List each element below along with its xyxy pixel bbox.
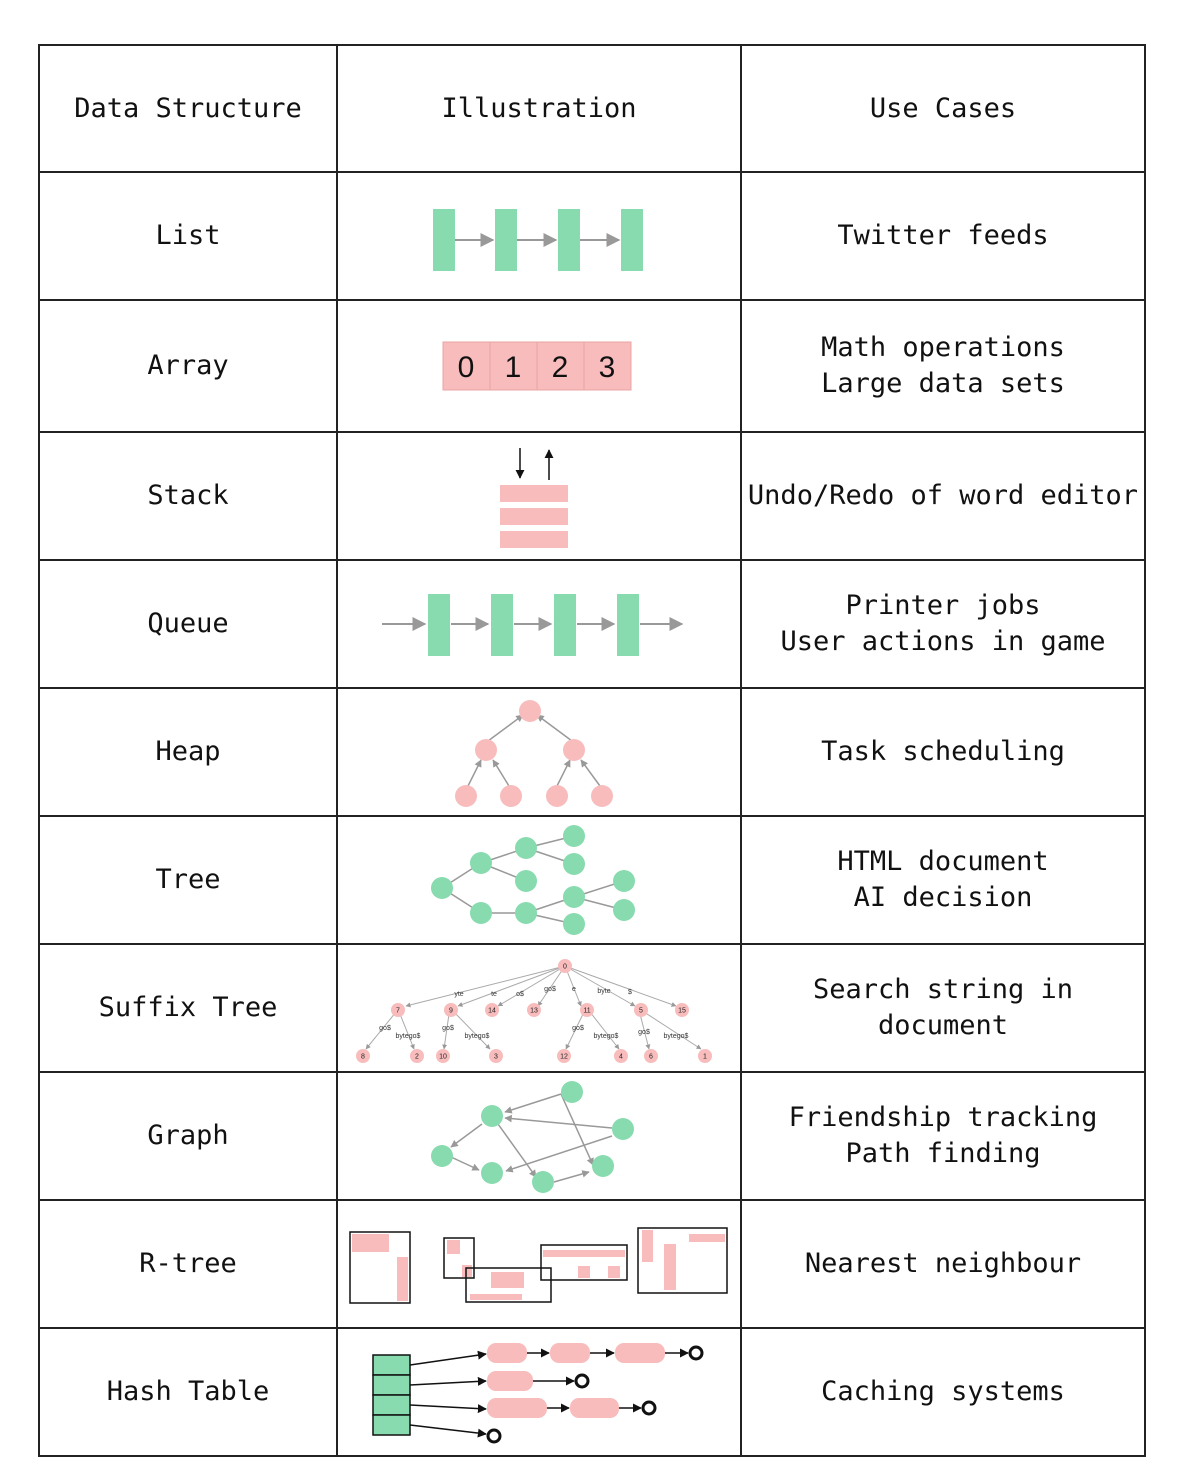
array-index: 3 [598, 351, 616, 384]
row-suffix-tree [39, 944, 1145, 1072]
use-case-line: Path finding [845, 1138, 1041, 1169]
edge-label: bytego$ [663, 1033, 689, 1040]
list-node [621, 209, 643, 271]
tree-node [515, 902, 537, 924]
structure-name: Suffix Tree [39, 944, 337, 1072]
header-row [39, 45, 1145, 172]
tree-node [431, 877, 453, 899]
header-illustration: Illustration [337, 45, 741, 172]
suffix-node-label: 11 [583, 1007, 591, 1015]
hash-chain-node [550, 1343, 590, 1363]
stack-item [500, 485, 568, 502]
structure-name: Heap [39, 688, 337, 816]
structure-name: Graph [39, 1072, 337, 1200]
edge-label: o$ [516, 991, 524, 998]
tree-node [470, 902, 492, 924]
use-case-line: HTML document [837, 846, 1049, 877]
stack-illustration [337, 432, 741, 560]
use-case-line: Undo/Redo of word editor [747, 480, 1139, 511]
tree-node [563, 886, 585, 908]
graph-illustration [337, 1072, 741, 1200]
suffix-node-label: 9 [449, 1007, 453, 1015]
suffix-node-label: 1 [703, 1053, 707, 1061]
structure-name: Tree [39, 816, 337, 944]
tree-node [613, 899, 635, 921]
suffix-node-label: 0 [563, 963, 567, 971]
header-data-structure: Data Structure [39, 45, 337, 172]
row-r-tree [39, 1200, 1145, 1328]
stack-item [500, 531, 568, 548]
edge-label: byte [597, 988, 611, 995]
queue-illustration [337, 560, 741, 688]
queue-item [491, 594, 513, 656]
use-case-line: Large data sets [821, 368, 1065, 399]
suffix-node-label: 6 [649, 1053, 653, 1061]
use-case-line: Math operations [821, 332, 1065, 363]
use-cases [741, 172, 1145, 300]
array-index: 2 [551, 351, 569, 384]
row-graph [39, 1072, 1145, 1200]
row-hash-table [39, 1328, 1145, 1456]
hash-bucket [373, 1375, 410, 1395]
heap-node [500, 785, 522, 807]
structure-name: List [39, 172, 337, 300]
row-list [39, 172, 1145, 300]
hash-chain-node [570, 1398, 619, 1418]
suffix-node-label: 7 [396, 1007, 400, 1015]
queue-item [428, 594, 450, 656]
data-structures-table [38, 44, 1146, 1457]
list-node [495, 209, 517, 271]
edge-label: bytego$ [593, 1033, 619, 1040]
hash-chain-node [615, 1343, 665, 1363]
null-terminator-icon [488, 1430, 500, 1442]
list-illustration [337, 172, 741, 300]
hash-chain-node [487, 1343, 527, 1363]
array-illustration [337, 300, 741, 432]
edge-label: go$ [572, 1025, 584, 1032]
use-case-line: Nearest neighbour [804, 1248, 1082, 1279]
suffix-node-label: 15 [678, 1007, 686, 1015]
heap-node [519, 700, 541, 722]
hash-chain-node [487, 1371, 533, 1391]
list-node [558, 209, 580, 271]
use-case-line: Search string in [812, 974, 1074, 1005]
tree-node [515, 837, 537, 859]
suffix-node-label: 2 [415, 1053, 419, 1061]
use-case-line: document [877, 1010, 1009, 1041]
hash-bucket [373, 1415, 410, 1435]
structure-name: R-tree [39, 1200, 337, 1328]
stack-item [500, 508, 568, 525]
graph-node [592, 1155, 614, 1177]
use-case-line: Friendship tracking [788, 1102, 1098, 1133]
tree-node [613, 870, 635, 892]
hash-chain-node [487, 1398, 547, 1418]
row-tree [39, 816, 1145, 944]
list-node [433, 209, 455, 271]
null-terminator-icon [690, 1347, 702, 1359]
hash-bucket [373, 1355, 410, 1375]
structure-name: Hash Table [39, 1328, 337, 1456]
use-cases [741, 688, 1145, 816]
suffix-node-label: 8 [361, 1053, 365, 1061]
r-tree-illustration [337, 1200, 741, 1328]
null-terminator-icon [576, 1375, 588, 1387]
suffix-node-label: 14 [488, 1007, 496, 1015]
structure-name: Array [39, 300, 337, 432]
row-heap [39, 688, 1145, 816]
use-cases [741, 816, 1145, 944]
use-cases [741, 300, 1145, 432]
use-cases [741, 432, 1145, 560]
graph-node [481, 1162, 503, 1184]
tree-node [515, 870, 537, 892]
use-cases [741, 1072, 1145, 1200]
graph-node [532, 1171, 554, 1193]
tree-node [563, 853, 585, 875]
use-cases [741, 1200, 1145, 1328]
use-case-line: Twitter feeds [837, 220, 1049, 251]
heap-node [546, 785, 568, 807]
use-cases [741, 1328, 1145, 1456]
use-case-line: Caching systems [821, 1376, 1065, 1407]
queue-item [554, 594, 576, 656]
edge-label: te [491, 991, 497, 998]
use-cases [741, 560, 1145, 688]
array-index: 0 [457, 351, 475, 384]
edge-label: go$ [544, 986, 556, 993]
graph-node [561, 1081, 583, 1103]
hash-bucket [373, 1395, 410, 1415]
queue-item [617, 594, 639, 656]
edge-label: go$ [442, 1025, 454, 1032]
suffix-node-label: 12 [560, 1053, 568, 1061]
row-array [39, 300, 1145, 432]
structure-name: Stack [39, 432, 337, 560]
heap-node [455, 785, 477, 807]
heap-illustration [337, 688, 741, 816]
row-queue [39, 560, 1145, 688]
tree-node [470, 852, 492, 874]
edge-label: go$ [379, 1025, 391, 1032]
tree-node [563, 825, 585, 847]
suffix-node-label: 3 [494, 1053, 498, 1061]
edge-label: bytego$ [464, 1033, 490, 1040]
heap-node [563, 739, 585, 761]
use-case-line: Task scheduling [821, 736, 1065, 767]
suffix-tree-illustration [337, 944, 741, 1072]
suffix-node-label: 10 [439, 1053, 447, 1061]
row-stack [39, 432, 1145, 560]
tree-illustration [337, 816, 741, 944]
use-cases [741, 944, 1145, 1072]
edge-label: yte [454, 991, 464, 998]
use-case-line: User actions in game [780, 626, 1106, 657]
header-use-cases: Use Cases [741, 45, 1145, 172]
edge-label: $ [628, 989, 632, 996]
edge-label: bytego$ [395, 1033, 421, 1040]
null-terminator-icon [643, 1402, 655, 1414]
graph-node [481, 1105, 503, 1127]
array-index: 1 [504, 351, 522, 384]
use-case-line: AI decision [853, 882, 1033, 913]
structure-name: Queue [39, 560, 337, 688]
graph-node [431, 1145, 453, 1167]
suffix-node-label: 5 [639, 1007, 643, 1015]
tree-node [563, 913, 585, 935]
heap-node [475, 739, 497, 761]
edge-label: go$ [638, 1029, 650, 1036]
heap-node [591, 785, 613, 807]
suffix-node-label: 13 [530, 1007, 538, 1015]
graph-node [612, 1118, 634, 1140]
hash-table-illustration [337, 1328, 741, 1456]
suffix-node-label: 4 [619, 1053, 623, 1061]
edge-label: e [572, 986, 576, 993]
use-case-line: Printer jobs [845, 590, 1041, 621]
